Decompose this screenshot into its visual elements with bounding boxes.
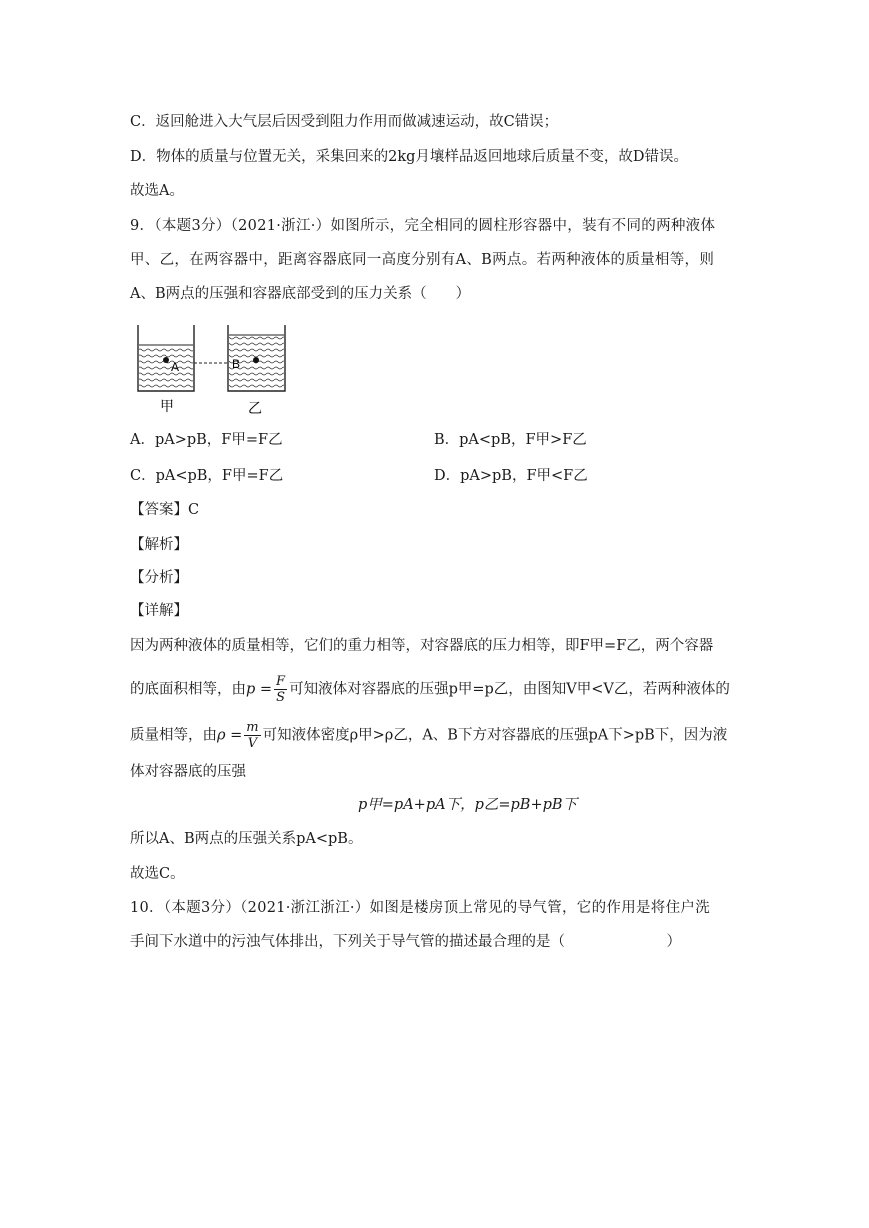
line-choose-a: 故选A。 xyxy=(130,183,184,199)
answer-label: 【答案】C xyxy=(130,502,200,518)
explanation-line-2 xyxy=(130,674,730,705)
density-fraction xyxy=(244,720,260,751)
pressure-lhs: p = xyxy=(246,681,273,698)
question-9-line-1: 9．（本题3分）（2021·浙江·）如图所示，完全相同的圆柱形容器中，装有不同的两种液体 xyxy=(130,218,716,234)
explanation-3-post: 可知液体密度ρ甲>ρ乙，A、B下方对容器底的压强pA下>pB下，因为液 xyxy=(262,727,728,744)
breakdown-label: 【分析】 xyxy=(130,570,188,586)
label-yi: 乙 xyxy=(248,401,262,417)
explanation-3-pre: 质量相等，由 xyxy=(130,727,217,744)
density-num: m xyxy=(246,720,259,735)
line-choose-c: 故选C。 xyxy=(130,866,185,882)
point-a-label: A xyxy=(171,360,180,374)
explanation-line-1: 因为两种液体的质量相等，它们的重力相等，对容器底的压力相等，即F甲=F乙，两个容器 xyxy=(130,638,714,654)
option-a[interactable]: A．pA>pB，F甲=F乙 xyxy=(130,432,283,448)
option-b[interactable]: B．pA<pB，F甲>F乙 xyxy=(434,432,587,448)
explanation-line-3 xyxy=(130,720,727,751)
pressure-num: F xyxy=(276,674,286,689)
explanation-2-pre: 的底面积相等，由 xyxy=(130,681,246,698)
question-10-line-2: 手间下水道中的污浊气体排出，下列关于导气管的描述最合理的是（ ） xyxy=(130,934,681,950)
analysis-label: 【解析】 xyxy=(130,537,188,553)
pressure-fraction xyxy=(274,674,287,705)
label-jia: 甲 xyxy=(160,399,174,415)
option-c[interactable]: C．pA<pB，F甲=F乙 xyxy=(130,468,284,484)
containers-figure xyxy=(130,323,300,422)
question-9-line-2: 甲、乙，在两容器中，距离容器底同一高度分别有A、B两点。若两种液体的质量相等，则 xyxy=(130,252,715,268)
conclusion-line: 所以A、B两点的压强关系pA<pB。 xyxy=(130,831,363,847)
containers-diagram xyxy=(130,323,300,418)
density-lhs: ρ = xyxy=(217,727,243,744)
liquid-jia xyxy=(139,345,193,390)
line-d-prev: D．物体的质量与位置无关，采集回来的2kg月壤样品返回地球后质量不变，故D错误。 xyxy=(130,149,689,165)
question-10-line-1: 10．（本题3分）（2021·浙江浙江·）如图是楼房顶上常见的导气管，它的作用是将住户洗 xyxy=(130,900,710,916)
point-a-dot xyxy=(163,357,169,363)
option-d[interactable]: D．pA>pB，F甲<F乙 xyxy=(434,468,588,484)
line-c-prev: C．返回舱进入大气层后因受到阻力作用而做减速运动，故C错误； xyxy=(130,114,559,130)
explanation-line-4: 体对容器底的压强 xyxy=(130,764,246,780)
point-b-dot xyxy=(253,357,259,363)
pressure-den: S xyxy=(276,690,286,705)
pressure-formula: p甲=pA+pA下，p乙=pB+pB下 xyxy=(358,797,578,813)
density-den: V xyxy=(247,736,258,751)
explanation-2-post: 可知液体对容器底的压强p甲=p乙，由图知V甲<V乙，若两种液体的 xyxy=(289,681,730,698)
point-b-label: B xyxy=(232,357,241,371)
question-9-line-3: A、B两点的压强和容器底部受到的压力关系（ ） xyxy=(130,286,471,302)
detail-label: 【详解】 xyxy=(130,603,188,619)
